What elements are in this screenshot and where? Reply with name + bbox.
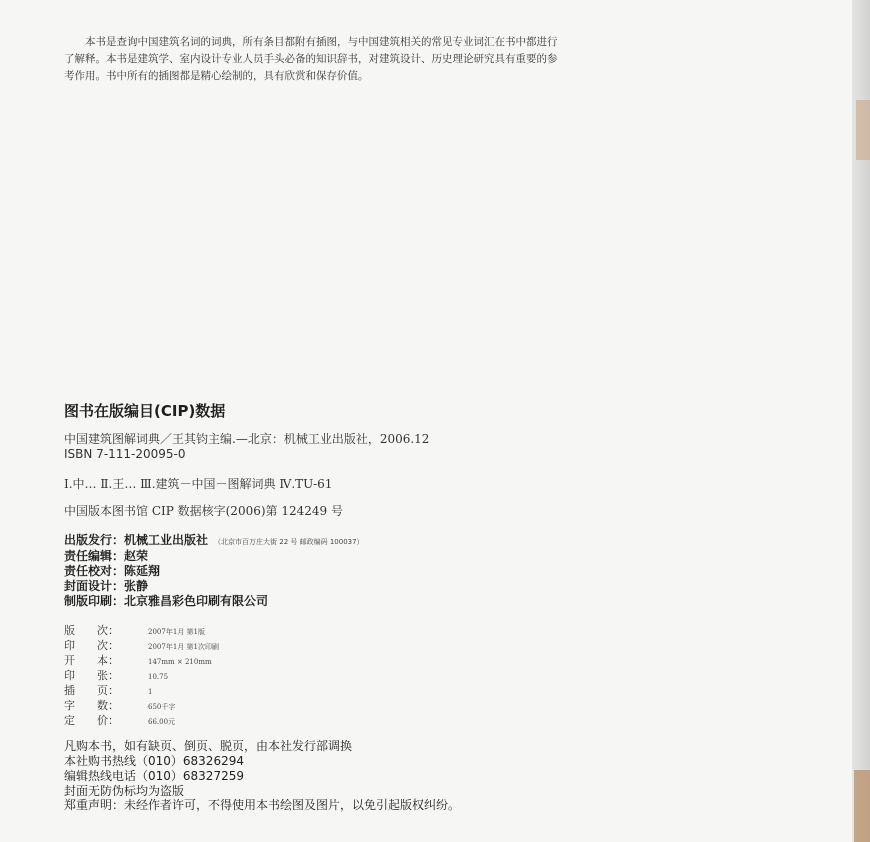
cip-title: 图书在版编目(CIP)数据 xyxy=(64,402,226,420)
spec-value: 66.00元 xyxy=(148,718,176,726)
notice-anti-counterfeit: 封面无防伪标均为盗版 xyxy=(64,784,185,798)
notice-sales-hotline: 本社购书热线（010）68326294 xyxy=(64,754,244,768)
notice-replacement: 凡购本书，如有缺页、倒页、脱页，由本社发行部调换 xyxy=(64,739,353,753)
spec-edition xyxy=(64,622,205,638)
spec-value: 1 xyxy=(148,688,153,696)
spec-label: 开 本： xyxy=(64,654,119,667)
spec-value: 10.75 xyxy=(148,673,169,681)
spec-value: 2007年1月 第1版 xyxy=(148,628,205,636)
isbn: ISBN 7-111-20095-0 xyxy=(64,447,186,461)
publisher-value: 机械工业出版社 xyxy=(124,533,209,547)
publisher-line xyxy=(64,531,364,548)
spec-price xyxy=(64,712,175,728)
spec-impression xyxy=(64,637,219,653)
spec-value: 650千字 xyxy=(148,703,176,711)
editor-label: 责任编辑： xyxy=(64,549,125,563)
book-abstract: 本书是查询中国建筑名词的词典，所有条目都附有插图，与中国建筑相关的常见专业词汇在书中都进行了解释。本书是建筑学、室内设计专业人员手头必备的知识辞书，对建筑设计、历史理论研究具有重要的参考作用。书中所有的插图都是精心绘制的，具有欣赏和保存价值。 xyxy=(64,36,558,82)
notice-statement: 郑重声明：未经作者许可，不得使用本书绘图及图片，以免引起版权纠纷。 xyxy=(64,798,461,812)
spec-label: 印 次： xyxy=(64,639,119,652)
spec-value: 2007年1月 第1次印刷 xyxy=(148,643,219,651)
spec-word-count xyxy=(64,697,175,713)
cip-entry: 中国建筑图解词典／王其钧主编.—北京：机械工业出版社，2006.12 xyxy=(64,432,430,446)
printer-value: 北京雅昌彩色印刷有限公司 xyxy=(124,594,269,608)
spec-label: 定 价： xyxy=(64,714,119,727)
cover-design-label: 封面设计： xyxy=(64,579,125,593)
spec-sheets xyxy=(64,667,168,683)
adjacent-page-edge xyxy=(852,0,870,842)
spec-label: 插 页： xyxy=(64,684,119,697)
spec-label: 印 张： xyxy=(64,669,119,682)
spec-format xyxy=(64,652,212,668)
publisher-label: 出版发行： xyxy=(64,533,125,547)
page-edge-mark xyxy=(856,100,870,160)
page-edge-mark xyxy=(854,770,870,842)
spec-value: 147mm × 210mm xyxy=(148,658,212,666)
cover-design-value: 张静 xyxy=(124,579,149,593)
publisher-address: （北京市百万庄大街 22 号 邮政编码 100037） xyxy=(214,538,364,546)
spec-plates xyxy=(64,682,152,698)
editor-value: 赵荣 xyxy=(124,549,149,563)
spec-label: 版 次： xyxy=(64,624,119,637)
cip-core-number: 中国版本图书馆 CIP 数据核字(2006)第 124249 号 xyxy=(64,504,343,518)
printer-line xyxy=(64,592,268,609)
printer-label: 制版印刷： xyxy=(64,594,125,608)
cip-classification: Ⅰ.中… Ⅱ.王… Ⅲ.建筑－中国－图解词典 Ⅳ.TU-61 xyxy=(64,477,333,491)
spec-label: 字 数： xyxy=(64,699,119,712)
notice-editor-hotline: 编辑热线电话（010）68327259 xyxy=(64,769,244,783)
proofreader-value: 陈延翔 xyxy=(124,564,161,578)
proofreader-label: 责任校对： xyxy=(64,564,125,578)
